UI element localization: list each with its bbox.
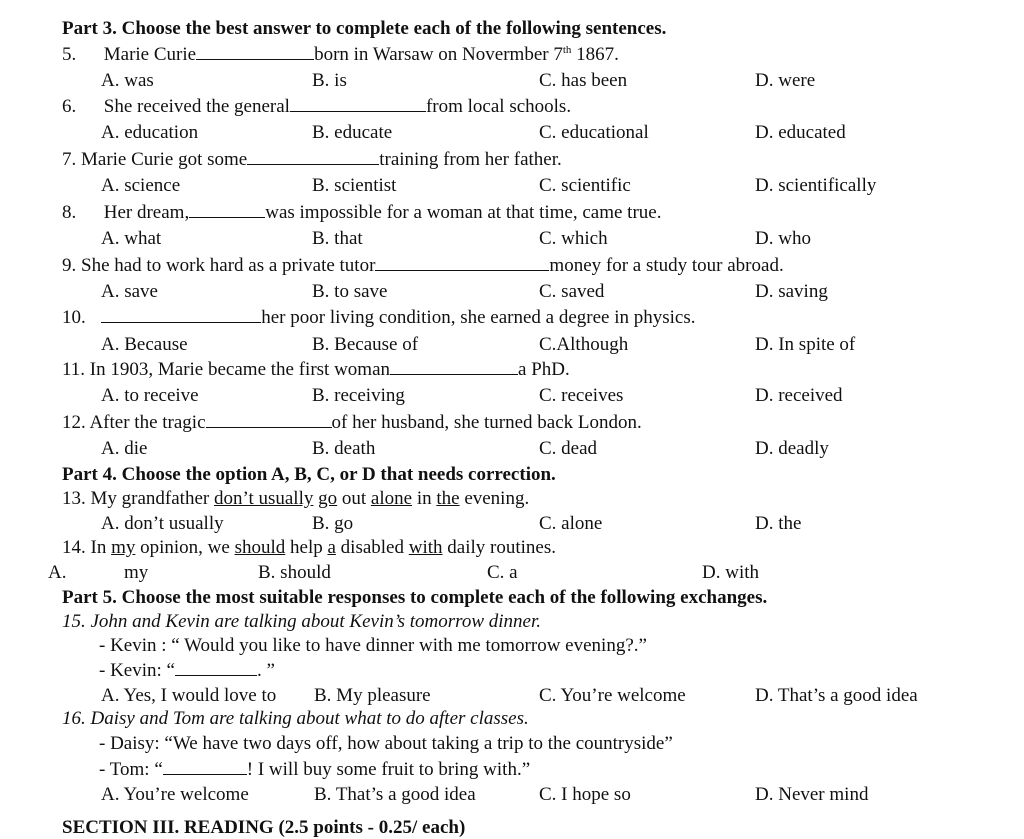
q10-blank[interactable] — [101, 308, 261, 323]
q6-option-b[interactable]: B. educate — [312, 122, 393, 143]
question-10 — [62, 307, 696, 329]
q6-option-c[interactable]: C. educational — [539, 122, 649, 143]
q12-option-d[interactable]: D. deadly — [755, 438, 829, 459]
q11-blank[interactable] — [390, 360, 518, 375]
q6-text-b: from local schools. — [425, 96, 572, 117]
q10-number: 10. — [62, 307, 86, 328]
q13-underline-a: don’t usually — [213, 488, 314, 509]
q6-option-d[interactable]: D. educated — [755, 122, 846, 143]
q6-blank[interactable] — [290, 97, 426, 112]
q15-line-1: - Kevin : “ Would you like to have dinner with me tomorrow evening?.” — [99, 635, 647, 656]
q15-line-2-a: - Kevin: “ — [99, 660, 175, 681]
q5-number: 5. — [62, 44, 77, 65]
q16-option-a[interactable]: A. You’re welcome — [101, 784, 249, 805]
q14-t5: daily routines. — [442, 537, 556, 558]
q16-blank[interactable] — [163, 760, 247, 775]
q12-number: 12. — [62, 412, 86, 433]
q14-t2: opinion, we — [135, 537, 235, 558]
q14-underline-b: should — [234, 537, 286, 558]
q15-number: 15. — [62, 611, 86, 632]
question-15 — [62, 611, 541, 633]
q11-text-a: In 1903, Marie became the first woman — [89, 359, 391, 380]
q16-option-b[interactable]: B. That’s a good idea — [314, 784, 476, 805]
part3-heading: Part 3. Choose the best answer to complete each of the following sentences. — [62, 18, 667, 39]
q9-blank[interactable] — [375, 256, 549, 271]
q14-underline-d: with — [408, 537, 443, 558]
q13-number: 13. — [62, 488, 86, 509]
q15-blank[interactable] — [175, 661, 257, 676]
q13-option-b[interactable]: B. go — [312, 513, 354, 534]
q14-t3: help — [285, 537, 328, 558]
q15-intro: John and Kevin are talking about Kevin’s tomorrow dinner. — [90, 611, 542, 632]
question-14 — [62, 537, 556, 559]
q13-t3: out — [337, 488, 371, 509]
q12-text-b: of her husband, she turned back London. — [331, 412, 642, 433]
q12-option-a[interactable]: A. die — [101, 438, 148, 459]
q8-option-a[interactable]: A. what — [101, 228, 162, 249]
q13-underline-c: alone — [370, 488, 413, 509]
q14-option-c[interactable]: C. a — [487, 562, 518, 583]
q10-option-a[interactable]: A. Because — [101, 334, 188, 355]
q13-t1: My grandfather — [90, 488, 214, 509]
q11-option-d[interactable]: D. received — [755, 385, 843, 406]
question-16 — [62, 708, 529, 730]
q14-option-a[interactable]: my — [124, 562, 149, 583]
q13-underline-d: the — [436, 488, 460, 509]
q9-text-b: money for a study tour abroad. — [549, 255, 784, 276]
q10-text-b: her poor living condition, she earned a degree in physics. — [261, 307, 696, 328]
q14-option-d[interactable]: D. with — [702, 562, 759, 583]
q8-text-b: was impossible for a woman at that time, came true. — [265, 202, 662, 223]
q7-option-d[interactable]: D. scientifically — [755, 175, 877, 196]
q11-number: 11. — [62, 359, 86, 380]
q12-option-c[interactable]: C. dead — [539, 438, 598, 459]
q12-blank[interactable] — [206, 413, 332, 428]
q15-option-b[interactable]: B. My pleasure — [314, 685, 431, 706]
q9-option-c[interactable]: C. saved — [539, 281, 605, 302]
q14-underline-c: a — [327, 537, 336, 558]
question-7 — [62, 149, 562, 171]
part4-heading: Part 4. Choose the option A, B, C, or D that needs correction. — [62, 464, 556, 485]
q16-line-2-b: ! I will buy some fruit to bring with.” — [246, 759, 531, 780]
q8-option-d[interactable]: D. who — [755, 228, 811, 249]
q15-option-a[interactable]: A. Yes, I would love to — [101, 685, 277, 706]
q8-option-b[interactable]: B. that — [312, 228, 363, 249]
q9-option-b[interactable]: B. to save — [312, 281, 388, 302]
q14-t1: In — [90, 537, 112, 558]
q9-option-a[interactable]: A. save — [101, 281, 158, 302]
q5-text-c: 1867. — [571, 44, 619, 65]
q16-line-2 — [99, 759, 530, 781]
question-8 — [62, 202, 661, 224]
q5-option-b[interactable]: B. is — [312, 70, 347, 91]
question-5 — [62, 44, 619, 66]
q9-text-a: She had to work hard as a private tutor — [81, 255, 376, 276]
q5-sup: th — [562, 44, 572, 56]
q12-text-a: After the tragic — [89, 412, 206, 433]
q9-option-d[interactable]: D. saving — [755, 281, 828, 302]
q15-option-c[interactable]: C. You’re welcome — [539, 685, 686, 706]
q6-text-a: She received the general — [103, 96, 290, 117]
q6-number: 6. — [62, 96, 77, 117]
q11-text-b: a PhD. — [518, 359, 570, 380]
q14-option-a-letter[interactable]: A. — [48, 562, 67, 583]
q13-t5: evening. — [459, 488, 530, 509]
part5-heading: Part 5. Choose the most suitable responses to complete each of the following exchanges. — [62, 587, 768, 608]
question-11 — [62, 359, 570, 381]
q7-text-a: Marie Curie got some — [81, 149, 248, 170]
q5-text-b: born in Warsaw on Novermber 7 — [314, 44, 563, 65]
q8-number: 8. — [62, 202, 77, 223]
q8-option-c[interactable]: C. which — [539, 228, 608, 249]
q13-underline-b: go — [318, 488, 338, 509]
section3-heading: SECTION III. READING (2.5 points - 0.25/ each) — [62, 817, 466, 838]
q11-option-b[interactable]: B. receiving — [312, 385, 405, 406]
q15-line-2-b: . ” — [256, 660, 275, 681]
q11-option-c[interactable]: C. receives — [539, 385, 624, 406]
q16-option-d[interactable]: D. Never mind — [755, 784, 869, 805]
q10-option-d[interactable]: D. In spite of — [755, 334, 856, 355]
q7-number: 7. — [62, 149, 77, 170]
q10-option-b[interactable]: B. Because of — [312, 334, 419, 355]
q8-text-a: Her dream, — [103, 202, 190, 223]
q5-option-a[interactable]: A. was — [101, 70, 154, 91]
question-13 — [62, 488, 529, 510]
q5-blank[interactable] — [196, 45, 314, 60]
q13-option-d[interactable]: D. the — [755, 513, 802, 534]
q9-number: 9. — [62, 255, 77, 276]
q15-line-2 — [99, 660, 275, 682]
q7-option-b[interactable]: B. scientist — [312, 175, 397, 196]
q13-t4: in — [412, 488, 437, 509]
q16-option-c[interactable]: C. I hope so — [539, 784, 631, 805]
q11-option-a[interactable]: A. to receive — [101, 385, 199, 406]
q5-option-c[interactable]: C. has been — [539, 70, 628, 91]
q7-text-b: training from her father. — [379, 149, 562, 170]
q5-text-a: Marie Curie — [103, 44, 197, 65]
q8-blank[interactable] — [189, 203, 265, 218]
q6-option-a[interactable]: A. education — [101, 122, 199, 143]
q13-option-c[interactable]: C. alone — [539, 513, 603, 534]
q14-number: 14. — [62, 537, 86, 558]
q15-option-d[interactable]: D. That’s a good idea — [755, 685, 918, 706]
q16-line-2-a: - Tom: “ — [99, 759, 163, 780]
q7-option-c[interactable]: C. scientific — [539, 175, 631, 196]
q14-option-b[interactable]: B. should — [258, 562, 331, 583]
q5-option-d[interactable]: D. were — [755, 70, 816, 91]
q16-intro: Daisy and Tom are talking about what to do after classes. — [90, 708, 529, 729]
question-9 — [62, 255, 784, 277]
q16-number: 16. — [62, 708, 86, 729]
q16-line-1: - Daisy: “We have two days off, how about taking a trip to the countryside” — [99, 733, 673, 754]
q7-option-a[interactable]: A. science — [101, 175, 181, 196]
q14-t4: disabled — [335, 537, 409, 558]
q13-option-a[interactable]: A. don’t usually — [101, 513, 224, 534]
q7-blank[interactable] — [247, 150, 379, 165]
question-6 — [62, 96, 571, 118]
q10-option-c[interactable]: C.Although — [539, 334, 629, 355]
q12-option-b[interactable]: B. death — [312, 438, 376, 459]
question-12 — [62, 412, 642, 434]
q14-underline-a: my — [111, 537, 136, 558]
